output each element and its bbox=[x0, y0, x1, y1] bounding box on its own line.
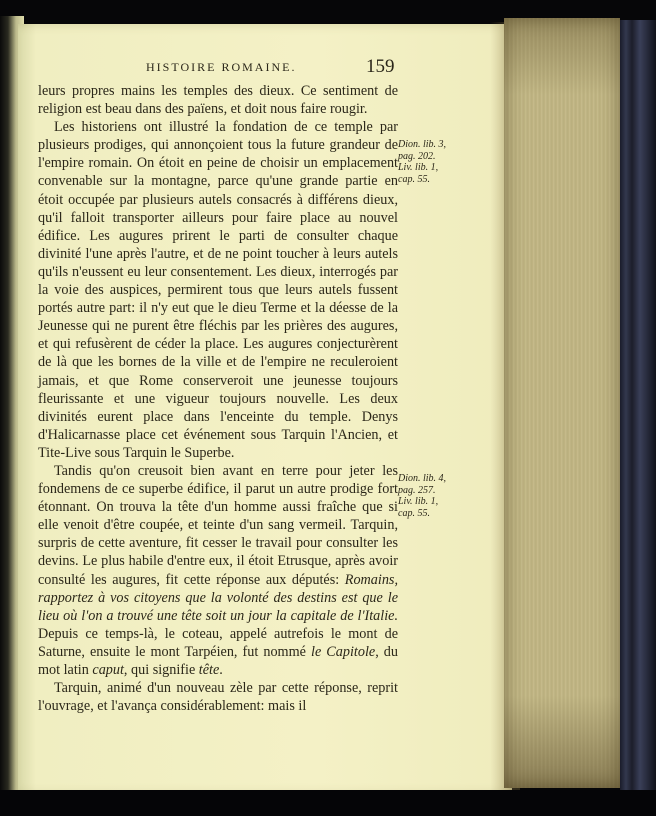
text-run: Les historiens ont illustré la fondation de ce temple par plusieurs prodiges, qui annonçoient tous la future grandeur de l'empire romain. On étoit en peine de choisir un emplacement convenable sur la montagne, parce qu'une grande partie en étoit occupée par plusieurs autels consacrés à différens dieux, qu'il falloit transporter ailleurs pour faire place au nouvel édifice. Les augures prirent le parti de consulter chaque divinité l'une après l'autre, et de ne point toucher à leurs autels qu'ils n'eussent eu leur consentement. Les dieux, interrogés par la voie des auspices, permirent tous que leurs autels fussent portés autre part: il n'y eut que le dieu Terme et la déesse de la Jeunesse qui ne purent être fléchis par les prières des augures, et qui refusèrent de céder la place. Les augures conjecturèrent de là que les bornes de la ville et de l'empire ne reculeroient jamais, et que Rome conserveroit une jeunesse toujours fleurissante et une vigueur toujours nouvelle. Les deux divinités eurent place dans l'enceinte du temple. Denys d'Halicarnasse place cet événement sous Tarquin l'Ancien, et Tite-Live sous Tarquin le Superbe. bbox=[38, 119, 398, 461]
italic-text: le Capitole bbox=[311, 643, 376, 660]
page-block-edges bbox=[504, 18, 620, 788]
margin-note-line: pag. 202. bbox=[398, 150, 436, 162]
margin-note-line: Liv. lib. 1, bbox=[398, 496, 439, 507]
paragraph bbox=[38, 118, 398, 462]
paragraph bbox=[38, 462, 398, 679]
page-number: 159 bbox=[366, 56, 395, 77]
margin-note bbox=[398, 473, 468, 519]
paragraph bbox=[38, 679, 398, 715]
paragraph bbox=[38, 82, 398, 118]
italic-text: caput bbox=[92, 662, 124, 678]
background-shadow bbox=[0, 790, 656, 816]
margin-note-line: Dion. lib. 4, bbox=[398, 473, 447, 484]
margin-note-line: Liv. lib. 1, bbox=[398, 162, 439, 173]
margin-note-line: cap. 55. bbox=[398, 507, 430, 519]
margin-note bbox=[398, 139, 468, 185]
text-run: Tarquin, animé d'un nouveau zèle par cette réponse, reprit l'ouvrage, et l'avança considérablement: mais il bbox=[38, 680, 398, 715]
margin-note-line: pag. 257. bbox=[398, 484, 436, 496]
body-text bbox=[38, 82, 398, 715]
running-head: HISTOIRE ROMAINE. bbox=[146, 60, 297, 74]
text-run: , qui signifie bbox=[123, 662, 199, 678]
italic-text: tête bbox=[198, 662, 220, 678]
margin-note-line: Dion. lib. 3, bbox=[398, 139, 447, 150]
italic-text: Romains, rapportez à vos citoyens que la volonté des destins est que le lieu où l'on a trouvé une tête soit un jour la capitale de l'Italie. bbox=[38, 571, 398, 624]
text-run: . bbox=[219, 662, 223, 678]
book-cover bbox=[620, 20, 656, 790]
text-run: , du mot latin bbox=[38, 643, 398, 678]
text-run: Tandis qu'on creusoit bien avant en terre pour jeter les fondemens de ce superbe édifice, il parut un autre prodige fort étonnant. On trouva la tête d'un homme aussi fraîche que si elle venoit d'être coupée, et teinte d'un sang vermeil. Tarquin, surpris de cette aventure, fit cesser le travail pour consulter les devins. Le plus habile d'entre eux, il étoit Etrusque, après avoir consulté les augures, fit cette réponse aux députés: bbox=[38, 462, 398, 588]
margin-note-line: cap. 55. bbox=[398, 173, 430, 185]
text-run: leurs propres mains les temples des dieux. Ce sentiment de religion est beau dans des païens, et doit nous faire rougir. bbox=[38, 83, 398, 118]
text-run: Depuis ce temps-là, le coteau, appelé autrefois le mont de Saturne, ensuite le mont Tarpéien, fut nommé bbox=[38, 625, 398, 660]
